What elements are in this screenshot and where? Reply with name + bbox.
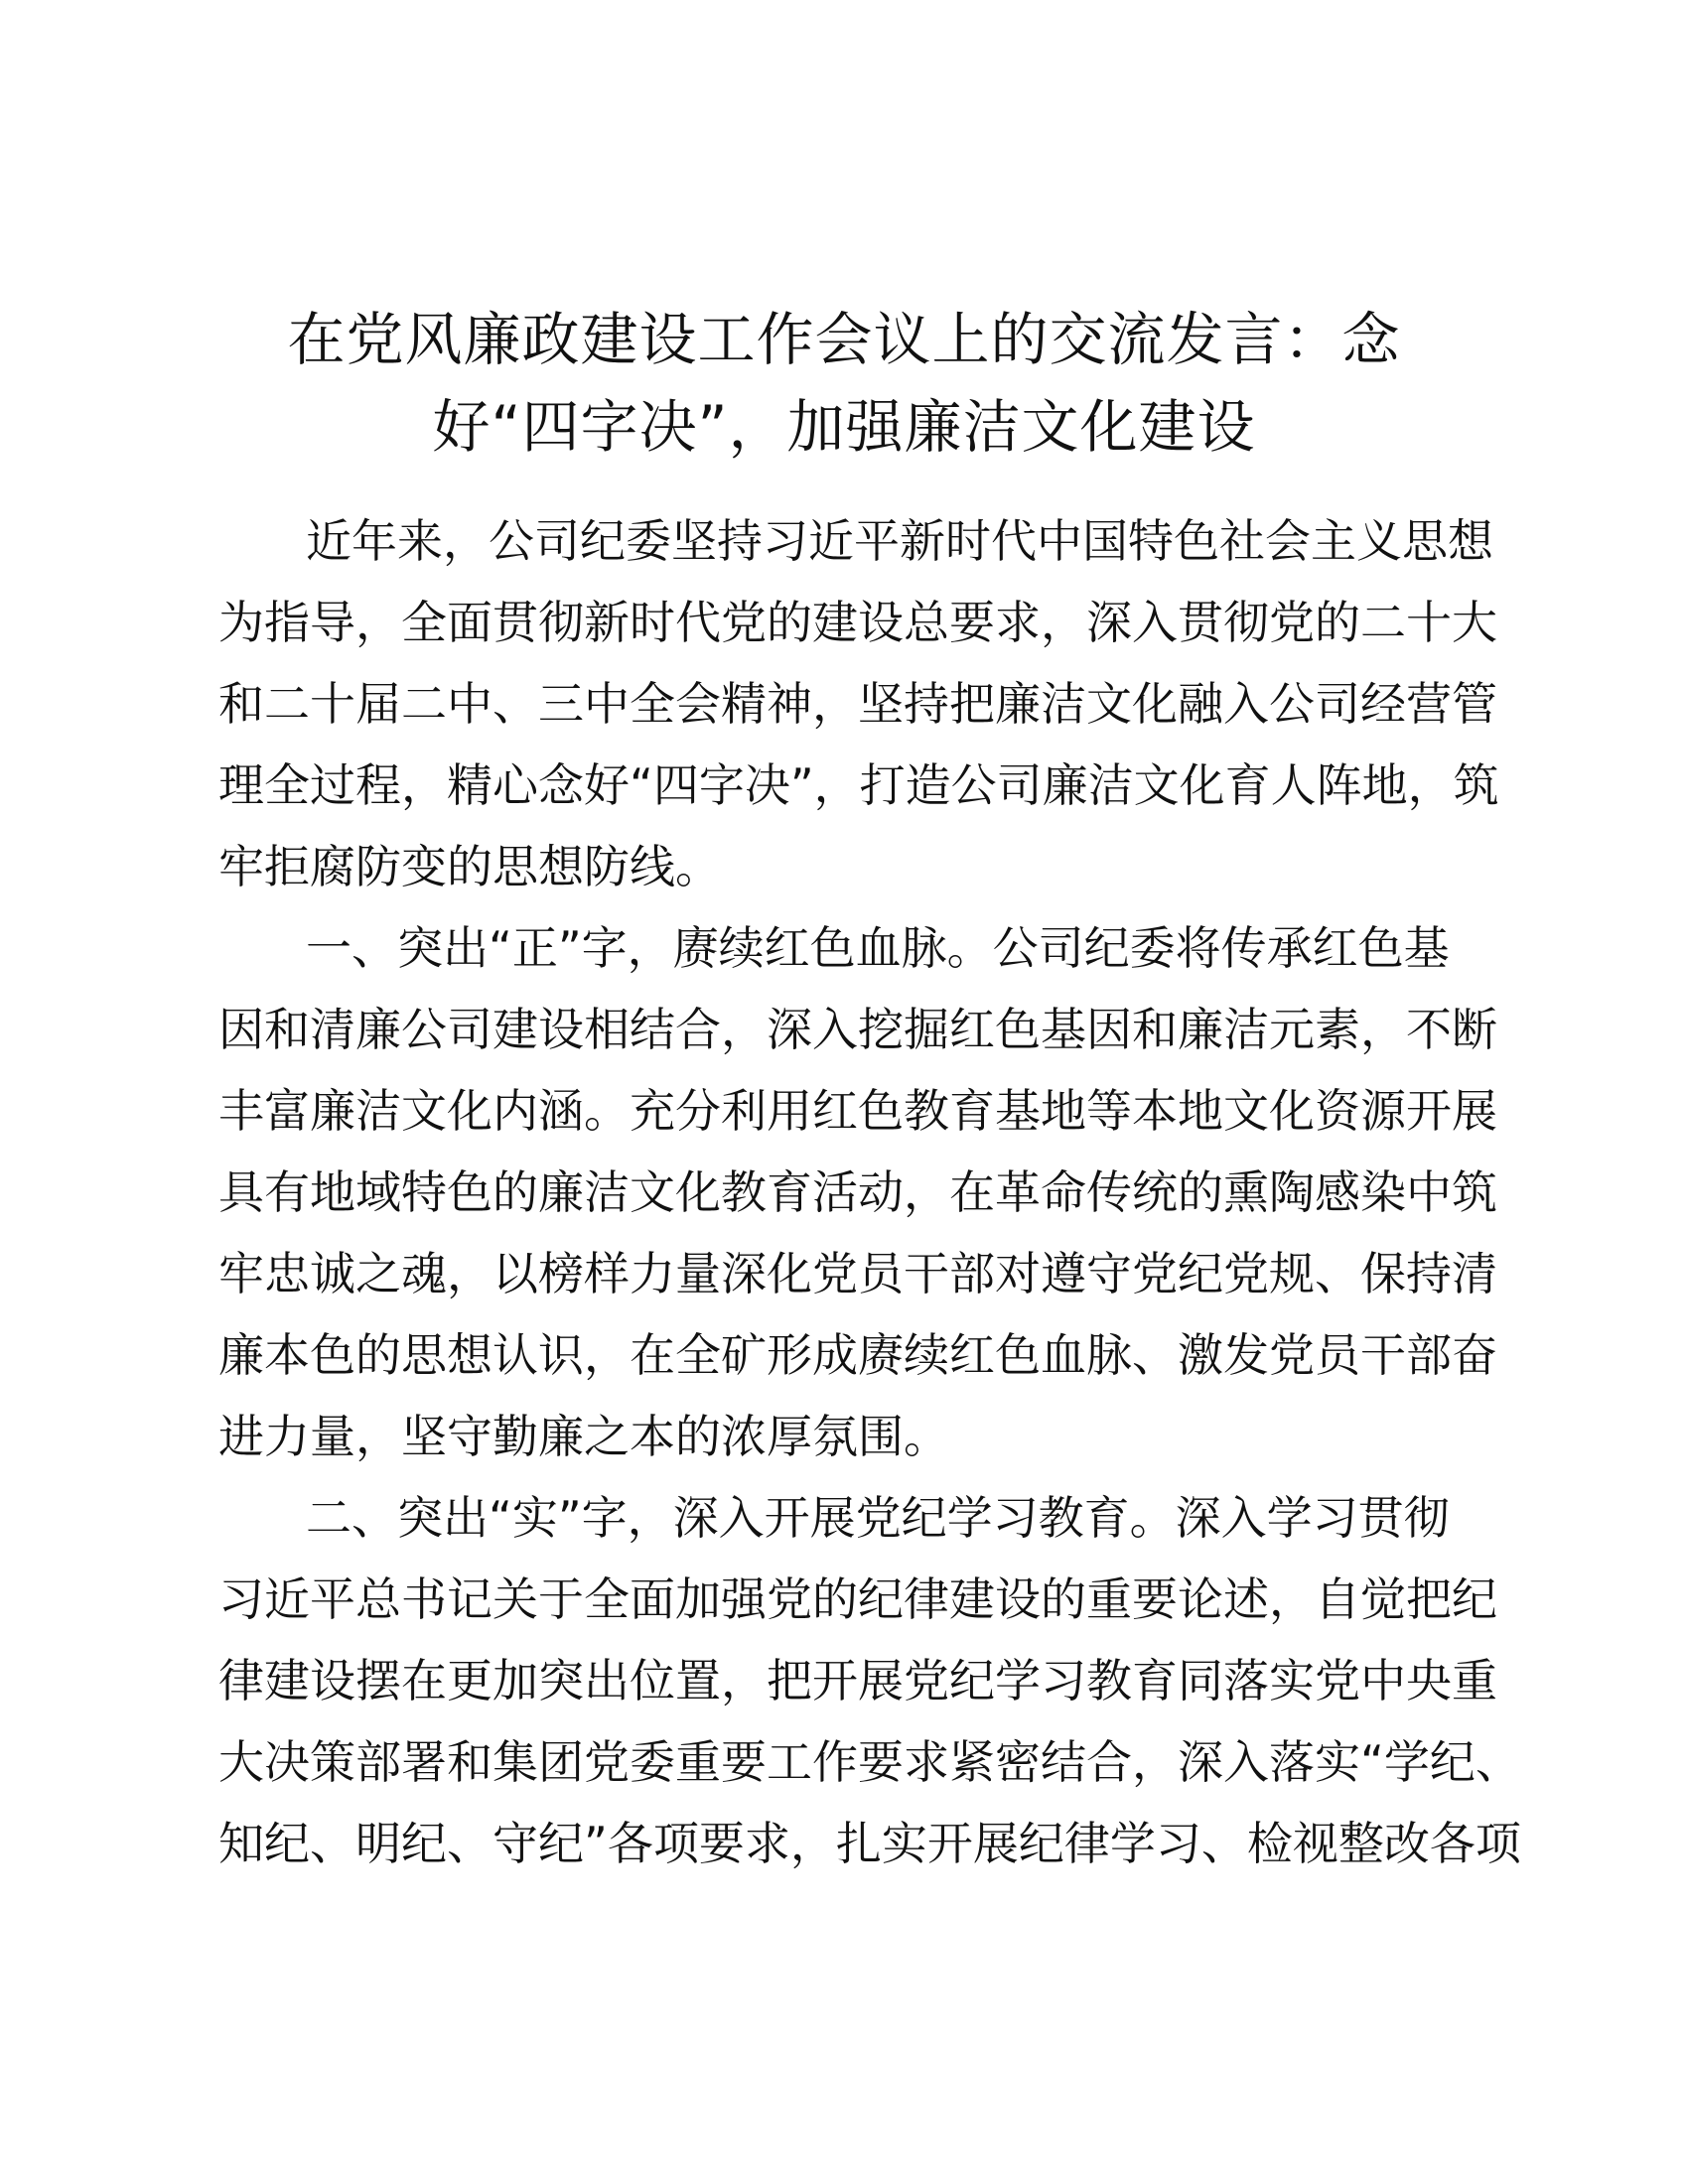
text-line: 为指导，全面贯彻新时代党的建设总要求，深入贯彻党的二十大 [218, 596, 1497, 649]
paragraph-intro [218, 500, 1499, 907]
paragraph-section-one [218, 907, 1497, 1477]
text-line: 牢拒腐防变的思想防线。 [218, 840, 721, 893]
text-line: 理全过程，精心念好“四字决”，打造公司廉洁文化育人阵地，筑 [218, 758, 1499, 812]
text-line: 近年来，公司纪委坚持习近平新时代中国特色社会主义思想 [306, 514, 1493, 568]
title-line: 好“四字决”，加强廉洁文化建设 [432, 393, 1256, 461]
paragraph-section-two [218, 1477, 1521, 1884]
title-line: 在党风廉政建设工作会议上的交流发言：念 [287, 306, 1401, 373]
document-title [218, 296, 1470, 471]
text-line: 一、突出“正”字，赓续红色血脉。公司纪委将传承红色基 [306, 921, 1450, 975]
document-body [218, 500, 1521, 1884]
text-line: 牢忠诚之魂，以榜样力量深化党员干部对遵守党纪党规、保持清 [218, 1247, 1497, 1300]
text-line: 知纪、明纪、守纪”各项要求，扎实开展纪律学习、检视整改各项 [218, 1817, 1521, 1870]
text-line: 大决策部署和集团党委重要工作要求紧密结合，深入落实“学纪、 [218, 1735, 1521, 1789]
text-line: 具有地域特色的廉洁文化教育活动，在革命传统的熏陶感染中筑 [218, 1165, 1497, 1219]
text-line: 廉本色的思想认识，在全矿形成赓续红色血脉、激发党员干部奋 [218, 1328, 1497, 1382]
text-line: 二、突出“实”字，深入开展党纪学习教育。深入学习贯彻 [306, 1491, 1450, 1545]
text-line: 习近平总书记关于全面加强党的纪律建设的重要论述，自觉把纪 [218, 1572, 1497, 1626]
text-line: 因和清廉公司建设相结合，深入挖掘红色基因和廉洁元素，不断 [218, 1003, 1497, 1056]
text-line: 律建设摆在更加突出位置，把开展党纪学习教育同落实党中央重 [218, 1654, 1497, 1707]
text-line: 进力量，坚守勤廉之本的浓厚氛围。 [218, 1410, 949, 1463]
text-line: 和二十届二中、三中全会精神，坚持把廉洁文化融入公司经营管 [218, 677, 1497, 731]
text-line: 丰富廉洁文化内涵。充分利用红色教育基地等本地文化资源开展 [218, 1084, 1497, 1138]
